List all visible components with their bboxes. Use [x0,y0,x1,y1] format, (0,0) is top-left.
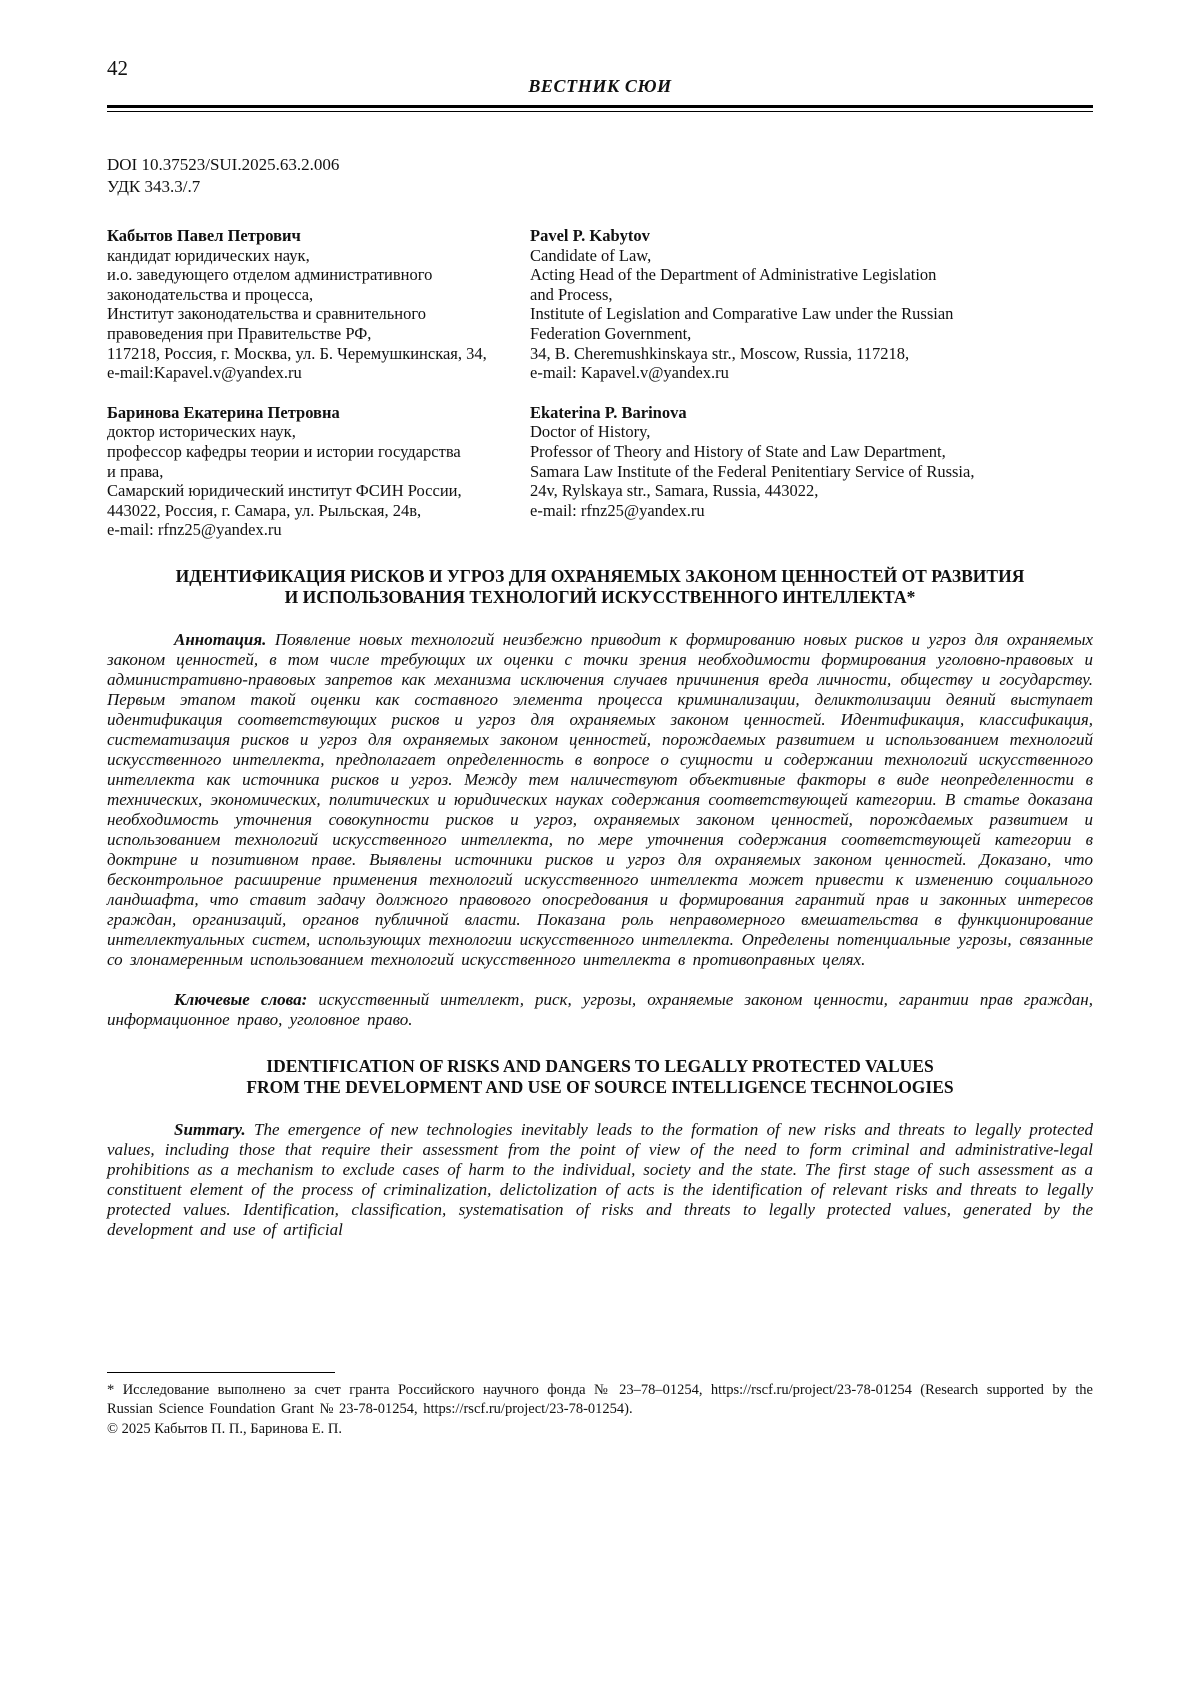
author-line: Самарский юридический институт ФСИН России, [107,481,462,501]
article-title-en [107,1056,1093,1098]
author-line: Acting Head of the Department of Administrative Legislation [530,265,937,285]
article-title-ru [107,566,1093,608]
annotation-label: Аннотация. [174,629,267,649]
author-line: кандидат юридических наук, [107,245,310,265]
footnote-text: * Исследование выполнено за счет гранта Российского научного фонда № 23–78–01254, https://rscf.ru/project/23-78-01254 (Research supported by the Russian Science Foundation Grant № 23-78-01254, https://rscf.ru/project/23-78-01254). [107,1382,1093,1417]
article-title-en-line1: IDENTIFICATION OF RISKS AND DANGERS TO LEGALLY PROTECTED VALUES [266,1055,934,1076]
keywords-text: искусственный интеллект, риск, угрозы, охраняемые законом ценности, гарантии прав граждан, информационное право, уголовное право. [107,989,1093,1029]
author-line: правоведения при Правительстве РФ, [107,323,372,343]
summary-label: Summary. [174,1119,246,1139]
doi-line: DOI 10.37523/SUI.2025.63.2.006 [107,155,340,174]
author-block-barinova-ru [107,403,530,540]
authors-section [107,226,1093,540]
footnote-separator [107,1372,335,1373]
author-email: e-mail:Kapavel.v@yandex.ru [107,363,302,383]
author-line: 24v, Rylskaya str., Samara, Russia, 443022, [530,481,819,501]
journal-title: ВЕСТНИК СЮИ [528,76,672,96]
summary-paragraph [107,1120,1093,1240]
author-line: and Process, [530,284,613,304]
author-name: Баринова Екатерина Петровна [107,402,340,422]
author-name: Кабытов Павел Петрович [107,226,301,245]
author-line: профессор кафедры теории и истории государства [107,441,461,461]
udk-line: УДК 343.3/.7 [107,177,201,196]
author-block-kabytov-ru [107,226,530,383]
author-block-barinova-en [530,403,1092,540]
footnote [107,1372,1093,1439]
author-line: Институт законодательства и сравнительного [107,304,426,324]
author-line: Doctor of History, [530,422,651,442]
keywords-paragraph [107,990,1093,1030]
author-line: и.о. заведующего отделом административного [107,265,433,285]
annotation-paragraph [107,630,1093,970]
page-number: 42 [107,56,128,80]
author-name: Pavel P. Kabytov [530,226,650,245]
header-rule-thick [107,105,1093,108]
article-title-ru-line2: И ИСПОЛЬЗОВАНИЯ ТЕХНОЛОГИЙ ИСКУССТВЕННОГО ИНТЕЛЛЕКТА* [284,586,916,607]
article-title-en-line2: FROM THE DEVELOPMENT AND USE OF SOURCE INTELLIGENCE TECHNOLOGIES [246,1076,954,1097]
author-line: Institute of Legislation and Comparative Law under the Russian [530,304,954,324]
article-meta [107,154,1093,198]
author-line: Professor of Theory and History of State and Law Department, [530,441,946,461]
article-title-ru-line1: ИДЕНТИФИКАЦИЯ РИСКОВ И УГРОЗ ДЛЯ ОХРАНЯЕМЫХ ЗАКОНОМ ЦЕННОСТЕЙ ОТ РАЗВИТИЯ [175,565,1025,586]
author-line: доктор исторических наук, [107,422,296,442]
header-rule-thin [107,111,1093,112]
keywords-label: Ключевые слова: [174,989,308,1009]
author-line: Samara Law Institute of the Federal Penitentiary Service of Russia, [530,461,975,481]
author-line: Candidate of Law, [530,245,652,265]
author-line: и права, [107,461,164,481]
author-line: законодательства и процесса, [107,284,314,304]
author-line: 443022, Россия, г. Самара, ул. Рыльская, 24в, [107,500,422,520]
author-email: e-mail: rfnz25@yandex.ru [107,520,282,540]
author-line: 34, B. Cheremushkinskaya str., Moscow, Russia, 117218, [530,343,910,363]
author-block-kabytov-en [530,226,1092,383]
author-name: Ekaterina P. Barinova [530,402,687,422]
author-line: 117218, Россия, г. Москва, ул. Б. Черемушкинская, 34, [107,343,487,363]
author-email: e-mail: rfnz25@yandex.ru [530,500,705,520]
summary-text: The emergence of new technologies inevitably leads to the formation of new risks and threats to legally protected values, including those that require their assessment from the point of view of the need to form criminal and administrative-legal prohibitions as a mechanism to exclude cases of harm to the individual, society and the state. The first stage of such assessment as a constituent element of the process of criminalization, delictolization of acts is the identification of relevant risks and threats to legally protected values. Identification, classification, systematisation of risks and threats to legally protected values, generated by the development and use of artificial [107,1119,1093,1239]
copyright-line: © 2025 Кабытов П. П., Баринова Е. П. [107,1421,342,1437]
author-line: Federation Government, [530,323,692,343]
author-email: e-mail: Kapavel.v@yandex.ru [530,363,729,383]
annotation-text: Появление новых технологий неизбежно приводит к формированию новых рисков и угроз для охраняемых законом ценностей, в том числе требующих их оценки с точки зрения необходимости формирования уголовно-правовых и административно-правовых запретов как механизма исключения случаев причинения вреда личности, обществу и государству. Первым этапом такой оценки как составного элемента процесса криминализации, деликтолизации деяний выступает идентификация соответствующих рисков и угроз для охраняемых законом ценностей. Идентификация, классификация, систематизация рисков и угроз для охраняемых законом ценностей, порождаемых развитием и использованием технологий искусственного интеллекта, предполагает определенность в вопросе о сущности и содержании технологий искусственного интеллекта как источника рисков и угроз. Между тем наличествуют объективные факторы в виде неопределенности в технических, экономических, политических и юридических науках содержания соответствующей категории. В статье доказана необходимость уточнения совокупности рисков и угроз, охраняемых законом ценностей, порождаемых развитием и использованием технологий искусственного интеллекта, по мере уточнения содержания соответствующей категории в доктрине и позитивном праве. Выявлены источники рисков и угроз для охраняемых законом ценностей. Доказано, что бесконтрольное расширение применения технологий искусственного интеллекта может привести к изменению социального ландшафта, что ставит задачу должного правового опосредования и формирования гарантий прав и законных интересов граждан, организаций, органов публичной власти. Показана роль неправомерного вмешательства в функционирование интеллектуальных систем, использующих технологии искусственного интеллекта. Определены потенциальные угрозы, связанные со злонамеренным использованием технологий искусственного интеллекта в противоправных целях. [107,629,1093,969]
